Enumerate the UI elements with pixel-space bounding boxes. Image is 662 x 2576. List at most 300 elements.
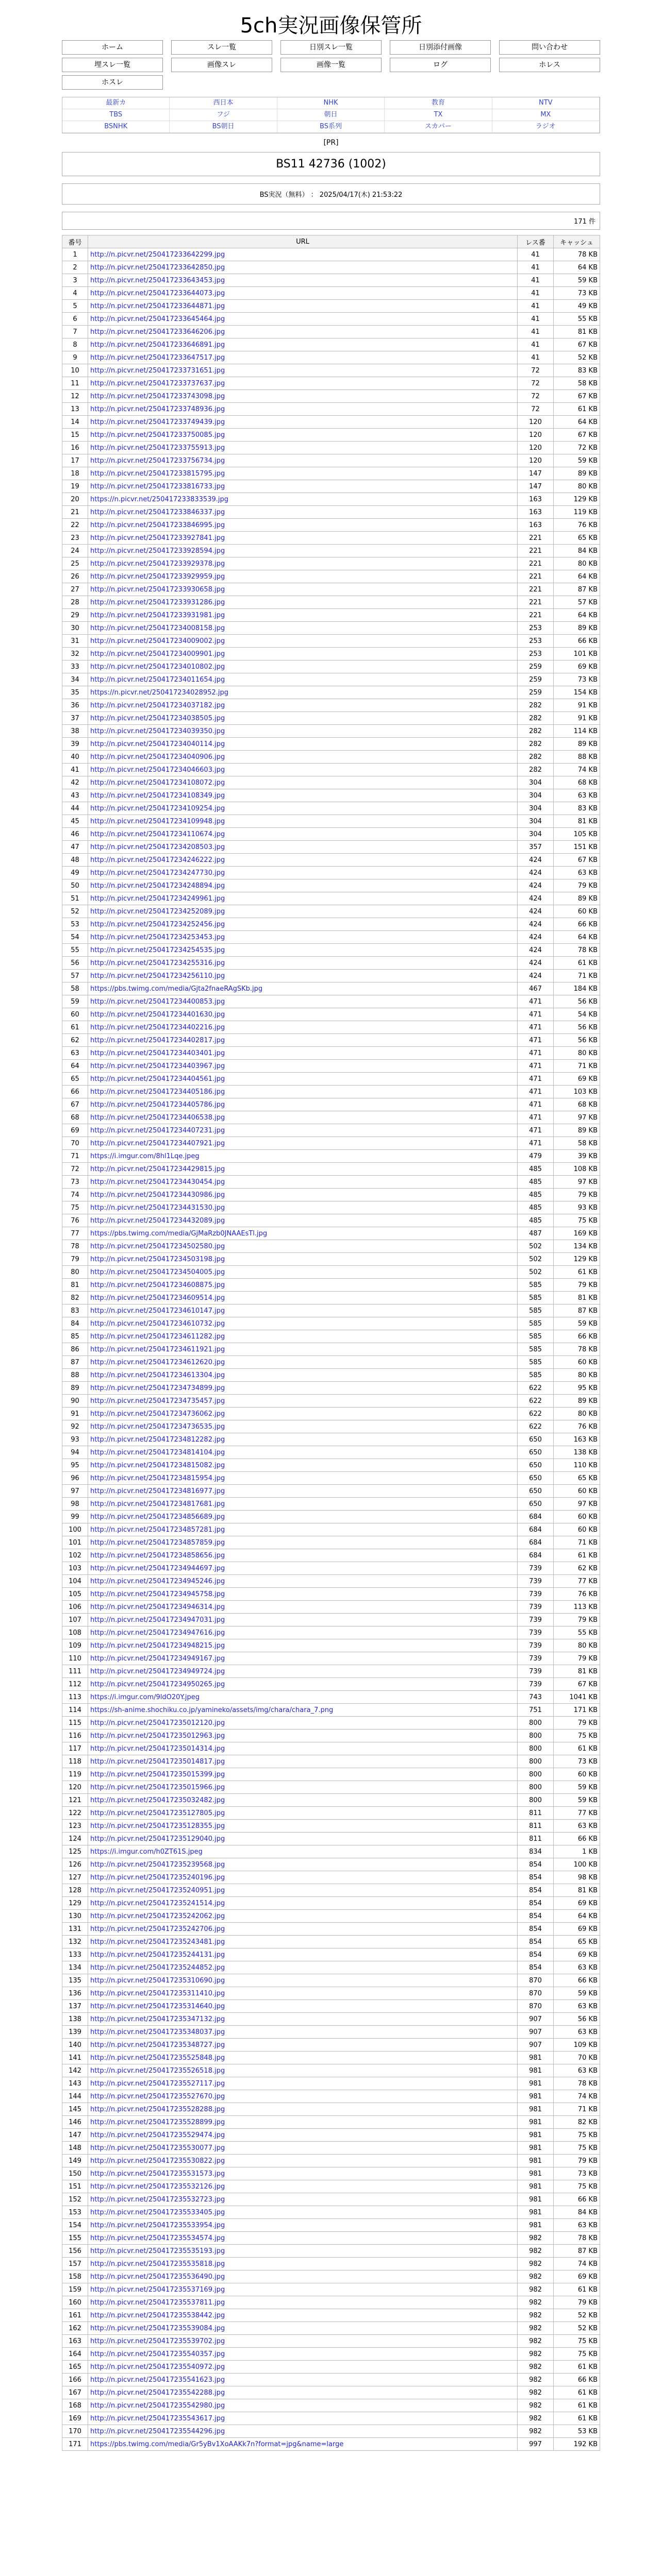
image-link[interactable]: http://n.picvr.net/250417233643453.jpg [90, 276, 225, 284]
nav-link[interactable]: スレ一覧 [171, 40, 272, 55]
row-url [88, 2361, 518, 2374]
thread-meta: BS実況（無料） ： 2025/04/17(木) 21:53:22 [62, 183, 600, 205]
category-link[interactable]: 西日本 [170, 97, 277, 109]
image-link[interactable]: http://n.picvr.net/250417235015399.jpg [90, 1770, 225, 1778]
image-link[interactable]: http://n.picvr.net/250417233927841.jpg [90, 534, 225, 542]
image-link[interactable]: http://n.picvr.net/250417235244852.jpg [90, 1963, 225, 1972]
row-cache-size: 64 KB [554, 261, 600, 274]
row-cache-size: 78 KB [554, 1343, 600, 1356]
image-link[interactable]: http://n.picvr.net/250417234109254.jpg [90, 804, 225, 812]
image-link[interactable]: http://n.picvr.net/250417234856689.jpg [90, 1513, 225, 1521]
row-res-number: 622 [518, 1395, 554, 1408]
row-url [88, 300, 518, 313]
row-number: 128 [62, 1884, 88, 1897]
table-row [62, 1498, 600, 1511]
image-link[interactable]: http://n.picvr.net/250417235129040.jpg [90, 1835, 225, 1843]
image-link[interactable]: http://n.picvr.net/250417234817681.jpg [90, 1500, 225, 1508]
row-cache-size: 81 KB [554, 326, 600, 338]
image-link[interactable]: http://n.picvr.net/250417235533405.jpg [90, 2208, 225, 2216]
image-link[interactable]: http://n.picvr.net/250417235535193.jpg [90, 2247, 225, 2255]
image-link[interactable]: http://n.picvr.net/250417233749439.jpg [90, 418, 225, 426]
image-link[interactable]: http://n.picvr.net/250417234945758.jpg [90, 1590, 225, 1598]
image-link[interactable]: http://n.picvr.net/250417234947616.jpg [90, 1629, 225, 1637]
row-url [88, 416, 518, 429]
category-link[interactable]: 教育 [385, 97, 492, 109]
row-url [88, 764, 518, 776]
row-number: 18 [62, 467, 88, 480]
category-link[interactable]: 朝日 [277, 109, 385, 121]
image-link[interactable]: http://n.picvr.net/250417233737637.jpg [90, 379, 225, 387]
image-link[interactable]: http://n.picvr.net/250417235244131.jpg [90, 1951, 225, 1959]
image-link[interactable]: http://n.picvr.net/250417234402216.jpg [90, 1023, 225, 1031]
image-link[interactable]: http://n.picvr.net/250417235540972.jpg [90, 2363, 225, 2371]
category-link[interactable]: ラジオ [492, 121, 600, 133]
image-link[interactable]: http://n.picvr.net/250417235348037.jpg [90, 2028, 225, 2036]
row-res-number: 253 [518, 622, 554, 635]
image-link[interactable]: http://n.picvr.net/250417234401630.jpg [90, 1010, 225, 1019]
image-link[interactable]: http://n.picvr.net/250417233846337.jpg [90, 508, 225, 516]
image-link[interactable]: http://n.picvr.net/250417235242062.jpg [90, 1912, 225, 1920]
image-link[interactable]: http://n.picvr.net/250417234011654.jpg [90, 675, 225, 684]
nav-link[interactable]: 日別添付画像 [390, 40, 491, 55]
image-link[interactable]: https://i.imgur.com/h0ZT61S.jpeg [90, 1848, 203, 1856]
image-link[interactable]: http://n.picvr.net/250417234612620.jpg [90, 1358, 225, 1366]
row-cache-size: 89 KB [554, 892, 600, 905]
image-link[interactable]: http://n.picvr.net/250417234812282.jpg [90, 1435, 225, 1444]
row-cache-size: 71 KB [554, 970, 600, 982]
image-link[interactable]: http://n.picvr.net/250417235241514.jpg [90, 1899, 225, 1907]
row-number: 27 [62, 583, 88, 596]
image-link[interactable]: http://n.picvr.net/250417234816977.jpg [90, 1487, 225, 1495]
row-res-number: 982 [518, 2386, 554, 2399]
image-link[interactable]: http://n.picvr.net/250417234040114.jpg [90, 740, 225, 748]
image-link[interactable]: http://n.picvr.net/250417235240951.jpg [90, 1886, 225, 1894]
image-link[interactable]: http://n.picvr.net/250417234046603.jpg [90, 766, 225, 774]
row-cache-size: 67 KB [554, 390, 600, 403]
row-url [88, 1317, 518, 1330]
row-cache-size: 75 KB [554, 1730, 600, 1742]
image-link[interactable]: http://n.picvr.net/250417233929378.jpg [90, 560, 225, 568]
row-url [88, 2438, 518, 2451]
image-link[interactable]: http://n.picvr.net/250417234038505.jpg [90, 714, 225, 722]
image-link[interactable]: http://n.picvr.net/250417234950265.jpg [90, 1680, 225, 1688]
image-link[interactable]: http://n.picvr.net/250417235542980.jpg [90, 2401, 225, 2410]
row-cache-size: 119 KB [554, 506, 600, 519]
image-link[interactable]: http://n.picvr.net/250417234949724.jpg [90, 1667, 225, 1675]
image-link[interactable]: http://n.picvr.net/250417235537169.jpg [90, 2285, 225, 2294]
row-number: 13 [62, 403, 88, 416]
image-link[interactable]: http://n.picvr.net/250417233642850.jpg [90, 263, 225, 272]
image-link[interactable]: http://n.picvr.net/250417234208503.jpg [90, 843, 225, 851]
image-link[interactable]: http://n.picvr.net/250417234247730.jpg [90, 869, 225, 877]
row-res-number: 163 [518, 506, 554, 519]
image-link[interactable]: http://n.picvr.net/250417234429815.jpg [90, 1165, 225, 1173]
table-row [62, 1639, 600, 1652]
image-link[interactable]: http://n.picvr.net/250417234108072.jpg [90, 778, 225, 787]
image-link[interactable]: http://n.picvr.net/250417234110674.jpg [90, 830, 225, 838]
image-link[interactable]: http://n.picvr.net/250417235239568.jpg [90, 1860, 225, 1869]
row-cache-size: 59 KB [554, 274, 600, 287]
row-res-number: 585 [518, 1330, 554, 1343]
row-url [88, 2374, 518, 2386]
image-link[interactable]: http://n.picvr.net/250417234947031.jpg [90, 1616, 225, 1624]
row-cache-size: 75 KB [554, 1214, 600, 1227]
image-link[interactable]: http://n.picvr.net/250417234009901.jpg [90, 650, 225, 658]
category-link[interactable]: 最新カ [62, 97, 170, 109]
image-link[interactable]: http://n.picvr.net/250417234109948.jpg [90, 817, 225, 825]
nav-link[interactable]: ホレス [499, 58, 600, 72]
image-link[interactable]: http://n.picvr.net/250417235012120.jpg [90, 1719, 225, 1727]
row-cache-size: 60 KB [554, 905, 600, 918]
image-link[interactable]: http://n.picvr.net/250417233929959.jpg [90, 572, 225, 581]
image-link[interactable]: http://n.picvr.net/250417234252089.jpg [90, 907, 225, 916]
row-cache-size: 64 KB [554, 609, 600, 622]
image-link[interactable]: http://n.picvr.net/250417234405186.jpg [90, 1088, 225, 1096]
category-link[interactable]: TBS [62, 109, 170, 121]
row-res-number: 800 [518, 1794, 554, 1807]
image-link[interactable]: http://n.picvr.net/250417234857859.jpg [90, 1538, 225, 1547]
row-url [88, 2283, 518, 2296]
row-url [88, 1330, 518, 1343]
row-number: 154 [62, 2219, 88, 2232]
row-number: 67 [62, 1098, 88, 1111]
image-link[interactable]: http://n.picvr.net/250417234502580.jpg [90, 1242, 225, 1250]
row-res-number: 982 [518, 2335, 554, 2348]
image-link[interactable]: https://n.picvr.net/250417234028952.jpg [90, 688, 228, 697]
image-link[interactable]: http://n.picvr.net/250417234040906.jpg [90, 753, 225, 761]
row-number: 99 [62, 1511, 88, 1523]
image-link[interactable]: http://n.picvr.net/250417234611921.jpg [90, 1345, 225, 1353]
nav-link[interactable]: 画像スレ [171, 58, 272, 72]
row-cache-size: 97 KB [554, 1176, 600, 1189]
site-title: 5ch実況画像保管所 [240, 14, 422, 38]
row-number: 164 [62, 2348, 88, 2361]
image-link[interactable]: http://n.picvr.net/250417235310690.jpg [90, 1976, 225, 1985]
row-cache-size: 134 KB [554, 1240, 600, 1253]
row-url [88, 1626, 518, 1639]
row-res-number: 304 [518, 802, 554, 815]
image-link[interactable]: http://n.picvr.net/250417234255316.jpg [90, 959, 225, 967]
image-link[interactable]: https://i.imgur.com/9ldO20Y.jpeg [90, 1693, 200, 1701]
row-res-number: 650 [518, 1433, 554, 1446]
image-link[interactable]: http://n.picvr.net/250417234610732.jpg [90, 1319, 225, 1328]
image-link[interactable]: http://n.picvr.net/250417235240196.jpg [90, 1873, 225, 1882]
image-link[interactable]: http://n.picvr.net/250417234736062.jpg [90, 1410, 225, 1418]
image-link[interactable]: http://n.picvr.net/250417235543617.jpg [90, 2414, 225, 2422]
row-res-number: 981 [518, 2206, 554, 2219]
image-link[interactable]: http://n.picvr.net/250417233930658.jpg [90, 585, 225, 594]
image-link[interactable]: http://n.picvr.net/250417234945246.jpg [90, 1577, 225, 1585]
image-link[interactable]: http://n.picvr.net/250417235540357.jpg [90, 2350, 225, 2358]
category-link[interactable]: フジ [170, 109, 277, 121]
image-link[interactable]: http://n.picvr.net/250417233755913.jpg [90, 444, 225, 452]
row-res-number: 981 [518, 2129, 554, 2142]
image-link[interactable]: https://pbs.twimg.com/media/GjMaRzb0JNAAEsTl.jpg [90, 1229, 268, 1238]
image-link[interactable]: http://n.picvr.net/250417233756734.jpg [90, 456, 225, 465]
image-link[interactable]: http://n.picvr.net/250417235527117.jpg [90, 2079, 225, 2088]
image-link[interactable]: http://n.picvr.net/250417233647517.jpg [90, 353, 225, 362]
image-link[interactable]: http://n.picvr.net/250417233642299.jpg [90, 250, 225, 259]
image-link[interactable]: https://i.imgur.com/8hl1Lqe.jpeg [90, 1152, 200, 1160]
row-url [88, 1433, 518, 1446]
image-link[interactable]: http://n.picvr.net/250417235128355.jpg [90, 1822, 225, 1830]
row-number: 168 [62, 2399, 88, 2412]
image-link[interactable]: http://n.picvr.net/250417233931981.jpg [90, 611, 225, 619]
image-link[interactable]: http://n.picvr.net/250417234949167.jpg [90, 1654, 225, 1663]
row-cache-size: 64 KB [554, 416, 600, 429]
image-link[interactable]: http://n.picvr.net/250417235528288.jpg [90, 2105, 225, 2113]
nav-link[interactable]: 問い合わせ [499, 40, 600, 55]
row-cache-size: 61 KB [554, 2283, 600, 2296]
image-link[interactable]: http://n.picvr.net/250417234403401.jpg [90, 1049, 225, 1057]
table-row [62, 802, 600, 815]
image-link[interactable]: http://n.picvr.net/250417234858656.jpg [90, 1551, 225, 1560]
image-link[interactable]: http://n.picvr.net/250417234432089.jpg [90, 1216, 225, 1225]
image-link[interactable]: http://n.picvr.net/250417235544296.jpg [90, 2427, 225, 2435]
row-number: 33 [62, 660, 88, 673]
image-link[interactable]: http://n.picvr.net/250417234944697.jpg [90, 1564, 225, 1572]
image-link[interactable]: http://n.picvr.net/250417234857281.jpg [90, 1526, 225, 1534]
row-res-number: 800 [518, 1768, 554, 1781]
image-link[interactable]: http://n.picvr.net/250417235014817.jpg [90, 1757, 225, 1766]
row-number: 137 [62, 2000, 88, 2013]
image-link[interactable]: http://n.picvr.net/250417234610147.jpg [90, 1307, 225, 1315]
row-url [88, 1382, 518, 1395]
row-res-number: 981 [518, 2052, 554, 2064]
row-res-number: 304 [518, 828, 554, 841]
image-link[interactable]: http://n.picvr.net/250417233731651.jpg [90, 366, 225, 375]
row-url [88, 1639, 518, 1652]
image-link[interactable]: http://n.picvr.net/250417235537811.jpg [90, 2298, 225, 2307]
image-link[interactable]: http://n.picvr.net/250417234249961.jpg [90, 894, 225, 903]
image-link[interactable]: https://pbs.twimg.com/media/Gjta2fnaeRAgSKb.jpg [90, 985, 263, 993]
table-row [62, 1974, 600, 1987]
image-link[interactable]: http://n.picvr.net/250417235539702.jpg [90, 2337, 225, 2345]
row-url [88, 1691, 518, 1704]
row-res-number: 982 [518, 2258, 554, 2270]
image-link[interactable]: http://n.picvr.net/250417235528899.jpg [90, 2118, 225, 2126]
image-link[interactable]: http://n.picvr.net/250417234404561.jpg [90, 1075, 225, 1083]
image-link[interactable]: http://n.picvr.net/250417234248894.jpg [90, 882, 225, 890]
image-link[interactable]: http://n.picvr.net/250417235535818.jpg [90, 2260, 225, 2268]
image-link[interactable]: http://n.picvr.net/250417233646206.jpg [90, 328, 225, 336]
row-cache-size: 81 KB [554, 1665, 600, 1678]
image-link[interactable]: http://n.picvr.net/250417234256110.jpg [90, 972, 225, 980]
image-link[interactable]: http://n.picvr.net/250417234254535.jpg [90, 946, 225, 954]
row-res-number: 650 [518, 1459, 554, 1472]
table-row [62, 1098, 600, 1111]
image-link[interactable]: http://n.picvr.net/250417235314640.jpg [90, 2002, 225, 2010]
image-link[interactable]: http://n.picvr.net/250417234431530.jpg [90, 1204, 225, 1212]
image-link[interactable]: http://n.picvr.net/250417235243481.jpg [90, 1938, 225, 1946]
table-row [62, 1987, 600, 2000]
row-url [88, 1240, 518, 1253]
image-link[interactable]: http://n.picvr.net/250417235542288.jpg [90, 2388, 225, 2397]
image-link[interactable]: http://n.picvr.net/250417233644073.jpg [90, 289, 225, 297]
image-link[interactable]: http://n.picvr.net/250417235532723.jpg [90, 2195, 225, 2204]
image-link[interactable]: https://pbs.twimg.com/media/Gr5yBv1XoAAKk7n?format=jpg&name=large [90, 2440, 344, 2448]
nav-link[interactable]: 埋スレ一覧 [62, 58, 163, 72]
category-link[interactable]: NHK [277, 97, 385, 109]
image-link[interactable]: http://n.picvr.net/250417233931286.jpg [90, 598, 225, 606]
image-link[interactable]: http://n.picvr.net/250417235530822.jpg [90, 2157, 225, 2165]
row-url [88, 1652, 518, 1665]
image-link[interactable]: http://n.picvr.net/250417234009002.jpg [90, 637, 225, 645]
image-link[interactable]: http://n.picvr.net/250417234252456.jpg [90, 920, 225, 928]
image-link[interactable]: http://n.picvr.net/250417234736535.jpg [90, 1422, 225, 1431]
nav-link[interactable]: ホーム [62, 40, 163, 55]
row-cache-size: 84 KB [554, 545, 600, 557]
category-link[interactable]: BS系列 [277, 121, 385, 133]
image-link[interactable]: http://n.picvr.net/250417234253453.jpg [90, 933, 225, 941]
row-url [88, 892, 518, 905]
image-link[interactable]: http://n.picvr.net/250417234039350.jpg [90, 727, 225, 735]
image-link[interactable]: http://n.picvr.net/250417235526518.jpg [90, 2066, 225, 2075]
image-link[interactable]: http://n.picvr.net/250417235242706.jpg [90, 1925, 225, 1933]
image-link[interactable]: http://n.picvr.net/250417233644871.jpg [90, 302, 225, 310]
image-link[interactable]: http://n.picvr.net/250417234815082.jpg [90, 1461, 225, 1469]
image-link[interactable]: http://n.picvr.net/250417234613304.jpg [90, 1371, 225, 1379]
image-link[interactable]: http://n.picvr.net/250417234010802.jpg [90, 663, 225, 671]
row-number: 16 [62, 442, 88, 454]
image-link[interactable]: http://n.picvr.net/250417234406538.jpg [90, 1113, 225, 1122]
row-url [88, 1781, 518, 1794]
image-link[interactable]: https://n.picvr.net/250417233833539.jpg [90, 495, 228, 503]
image-link[interactable]: http://n.picvr.net/250417233928594.jpg [90, 547, 225, 555]
image-link[interactable]: http://n.picvr.net/250417234108349.jpg [90, 791, 225, 800]
image-link[interactable]: http://n.picvr.net/250417235014314.jpg [90, 1744, 225, 1753]
category-link[interactable]: BS朝日 [170, 121, 277, 133]
image-link[interactable]: http://n.picvr.net/250417235531573.jpg [90, 2170, 225, 2178]
row-res-number: 684 [518, 1523, 554, 1536]
row-cache-size: 69 KB [554, 1948, 600, 1961]
image-link[interactable]: http://n.picvr.net/250417233645464.jpg [90, 315, 225, 323]
row-res-number: 622 [518, 1382, 554, 1395]
row-res-number: 471 [518, 1073, 554, 1086]
image-link[interactable]: http://n.picvr.net/250417233816733.jpg [90, 482, 225, 490]
image-link[interactable]: http://n.picvr.net/250417234814104.jpg [90, 1448, 225, 1456]
image-link[interactable]: http://n.picvr.net/250417235311410.jpg [90, 1989, 225, 1997]
row-res-number: 650 [518, 1485, 554, 1498]
table-row [62, 944, 600, 957]
row-url [88, 712, 518, 725]
row-cache-size: 63 KB [554, 2219, 600, 2232]
row-url [88, 1446, 518, 1459]
image-link[interactable]: http://n.picvr.net/250417234402817.jpg [90, 1036, 225, 1044]
row-number: 123 [62, 1820, 88, 1833]
image-link[interactable]: http://n.picvr.net/250417234609514.jpg [90, 1294, 225, 1302]
image-link[interactable]: http://n.picvr.net/250417234403967.jpg [90, 1062, 225, 1070]
image-link[interactable]: http://n.picvr.net/250417234246222.jpg [90, 856, 225, 864]
table-row [62, 2193, 600, 2206]
image-link[interactable]: http://n.picvr.net/250417235536490.jpg [90, 2273, 225, 2281]
image-link[interactable]: http://n.picvr.net/250417234037182.jpg [90, 701, 225, 709]
image-link[interactable]: http://n.picvr.net/250417234405786.jpg [90, 1100, 225, 1109]
image-link[interactable]: http://n.picvr.net/250417234948215.jpg [90, 1641, 225, 1650]
table-row [62, 2077, 600, 2090]
image-link[interactable]: http://n.picvr.net/250417234608875.jpg [90, 1281, 225, 1289]
category-link[interactable]: MX [492, 109, 600, 121]
image-link[interactable]: http://n.picvr.net/250417234407921.jpg [90, 1139, 225, 1147]
row-cache-size: 63 KB [554, 789, 600, 802]
image-link[interactable]: http://n.picvr.net/250417234611282.jpg [90, 1332, 225, 1341]
image-link[interactable]: http://n.picvr.net/250417234008158.jpg [90, 624, 225, 632]
row-url [88, 519, 518, 532]
row-cache-size: 59 KB [554, 1794, 600, 1807]
image-link[interactable]: http://n.picvr.net/250417234503198.jpg [90, 1255, 225, 1263]
row-number: 7 [62, 326, 88, 338]
nav-link[interactable]: ホスレ [62, 75, 163, 90]
image-link[interactable]: http://n.picvr.net/250417235534574.jpg [90, 2234, 225, 2242]
row-cache-size: 79 KB [554, 2296, 600, 2309]
image-link[interactable]: http://n.picvr.net/250417235527670.jpg [90, 2092, 225, 2100]
image-link[interactable]: http://n.picvr.net/250417233646891.jpg [90, 341, 225, 349]
image-link[interactable]: http://n.picvr.net/250417235529474.jpg [90, 2131, 225, 2139]
image-link[interactable]: http://n.picvr.net/250417235530077.jpg [90, 2144, 225, 2152]
image-link[interactable]: http://n.picvr.net/250417234400853.jpg [90, 997, 225, 1006]
image-link[interactable]: https://sh-anime.shochiku.co.jp/yamineko/assets/img/chara/chara_7.png [90, 1706, 334, 1714]
image-link[interactable]: http://n.picvr.net/250417234430454.jpg [90, 1178, 225, 1186]
nav-link[interactable]: 画像一覧 [280, 58, 382, 72]
image-link[interactable]: http://n.picvr.net/250417235541623.jpg [90, 2376, 225, 2384]
row-res-number: 221 [518, 532, 554, 545]
image-link[interactable]: http://n.picvr.net/250417235533954.jpg [90, 2221, 225, 2229]
row-number: 42 [62, 776, 88, 789]
row-cache-size: 62 KB [554, 1562, 600, 1575]
row-number: 89 [62, 1382, 88, 1395]
image-link[interactable]: http://n.picvr.net/250417235525848.jpg [90, 2054, 225, 2062]
image-link[interactable]: http://n.picvr.net/250417235127805.jpg [90, 1809, 225, 1817]
image-link[interactable]: http://n.picvr.net/250417235015966.jpg [90, 1783, 225, 1791]
image-link[interactable]: http://n.picvr.net/250417233743098.jpg [90, 392, 225, 400]
row-res-number: 854 [518, 1910, 554, 1923]
category-link[interactable]: スカパー [385, 121, 492, 133]
row-url [88, 2167, 518, 2180]
image-link[interactable]: http://n.picvr.net/250417234815954.jpg [90, 1474, 225, 1482]
category-link[interactable]: TX [385, 109, 492, 121]
image-link[interactable]: http://n.picvr.net/250417234504005.jpg [90, 1268, 225, 1276]
image-link[interactable]: http://n.picvr.net/250417233750085.jpg [90, 431, 225, 439]
image-link[interactable]: http://n.picvr.net/250417233815795.jpg [90, 469, 225, 478]
nav-link[interactable]: 日別スレ一覧 [280, 40, 382, 55]
image-link[interactable]: http://n.picvr.net/250417235012963.jpg [90, 1732, 225, 1740]
image-link[interactable]: http://n.picvr.net/250417235539084.jpg [90, 2324, 225, 2332]
image-link[interactable]: http://n.picvr.net/250417233748936.jpg [90, 405, 225, 413]
category-link[interactable]: BSNHK [62, 121, 170, 133]
image-link[interactable]: http://n.picvr.net/250417235347132.jpg [90, 2015, 225, 2023]
image-link[interactable]: http://n.picvr.net/250417234407231.jpg [90, 1126, 225, 1134]
row-res-number: 120 [518, 454, 554, 467]
row-cache-size: 54 KB [554, 1008, 600, 1021]
category-link[interactable]: NTV [492, 97, 600, 109]
image-link[interactable]: http://n.picvr.net/250417234735457.jpg [90, 1397, 225, 1405]
image-link[interactable]: http://n.picvr.net/250417234734899.jpg [90, 1384, 225, 1392]
row-url [88, 751, 518, 764]
image-link[interactable]: http://n.picvr.net/250417235032482.jpg [90, 1796, 225, 1804]
table-row [62, 2399, 600, 2412]
nav-link[interactable]: ログ [390, 58, 491, 72]
row-url [88, 2155, 518, 2167]
image-link[interactable]: http://n.picvr.net/250417234946314.jpg [90, 1603, 225, 1611]
image-link[interactable]: http://n.picvr.net/250417234430986.jpg [90, 1191, 225, 1199]
row-number: 65 [62, 1073, 88, 1086]
image-link[interactable]: http://n.picvr.net/250417235532126.jpg [90, 2182, 225, 2191]
image-link[interactable]: http://n.picvr.net/250417235348727.jpg [90, 2041, 225, 2049]
image-link[interactable]: http://n.picvr.net/250417233846995.jpg [90, 521, 225, 529]
row-number: 117 [62, 1742, 88, 1755]
image-link[interactable]: http://n.picvr.net/250417235538442.jpg [90, 2311, 225, 2319]
row-cache-size: 68 KB [554, 776, 600, 789]
